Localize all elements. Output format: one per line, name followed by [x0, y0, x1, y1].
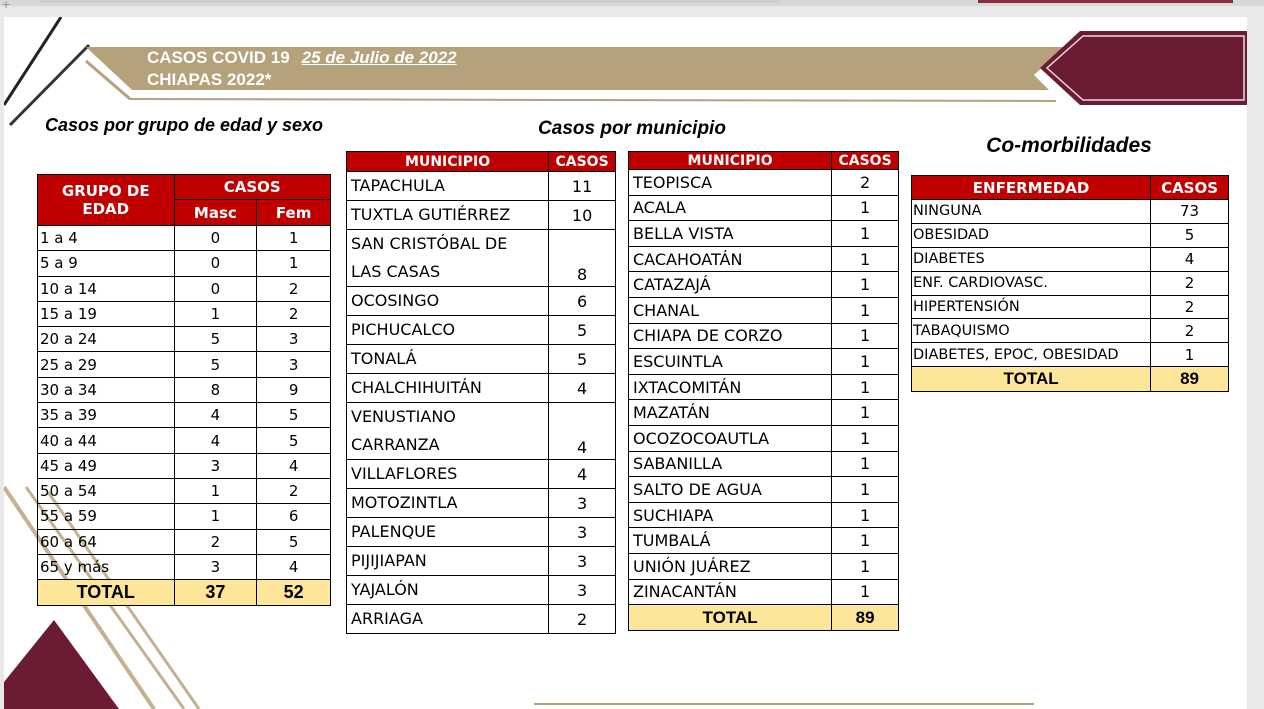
municipality-name-cell: [347, 518, 549, 547]
disease-cases-cell: 2: [1151, 271, 1229, 295]
age-group-cell: 55 a 59: [38, 504, 175, 529]
municipality-cases-cell: 1: [832, 221, 899, 247]
age-group-cell: 30 a 34: [38, 377, 175, 402]
municipality-cases-cell: 1: [832, 477, 899, 503]
masc-cases-cell: 1: [174, 504, 257, 529]
disease-name-cell: TABAQUISMO: [912, 319, 1151, 343]
municipality-name-line2: LAS CASAS: [351, 262, 441, 281]
municipality-cases-cell: 1: [832, 425, 899, 451]
municipality-row: [347, 230, 616, 287]
disease-name-cell: DIABETES, EPOC, OBESIDAD: [912, 343, 1151, 367]
age-table-row: [38, 504, 331, 529]
municipality-cases-cell: 1: [832, 272, 899, 298]
mun1-header-municipality: MUNICIPIO: [347, 152, 549, 172]
municipality-name: OCOSINGO: [351, 291, 440, 310]
municipality-cases-cell: 1: [832, 502, 899, 528]
disease-name-cell: NINGUNA: [912, 200, 1151, 224]
comorbidity-row: [912, 319, 1229, 343]
municipality-name: SAN CRISTÓBAL DE: [351, 234, 508, 253]
masc-cases-cell: 5: [174, 327, 257, 352]
masc-cases-cell: 0: [174, 251, 257, 276]
comorbidity-row: [912, 223, 1229, 247]
fem-cases-cell: 5: [257, 529, 331, 554]
age-table-row: [38, 352, 331, 377]
municipality-cases-cell: 6: [549, 287, 616, 316]
municipality-cases-cell: 8: [549, 230, 616, 287]
municipality-name-cell: TUMBALÁ: [629, 528, 832, 554]
municipality-row: [347, 172, 616, 201]
municipality-name-cell: IXTACOMITÁN: [629, 374, 832, 400]
masc-cases-cell: 8: [174, 377, 257, 402]
municipality-name: VENUSTIANO: [351, 407, 456, 426]
municipality-row: [629, 502, 899, 528]
comorbidity-table: [911, 175, 1229, 392]
comorbidity-row: [912, 271, 1229, 295]
age-group-cell: 25 a 29: [38, 352, 175, 377]
fem-cases-cell: 2: [257, 276, 331, 301]
municipality-name-cell: [347, 605, 549, 634]
municipality-cases-cell: 2: [549, 605, 616, 634]
municipality-name-cell: [347, 374, 549, 403]
municipality-cases-cell: 1: [832, 246, 899, 272]
fem-cases-cell: 2: [257, 301, 331, 326]
fem-cases-cell: 2: [257, 478, 331, 503]
municipality-name: PALENQUE: [351, 522, 436, 541]
municipality-cases-cell: 11: [549, 172, 616, 201]
mun2-header-municipality: MUNICIPIO: [629, 152, 832, 170]
disease-name-cell: HIPERTENSIÓN: [912, 295, 1151, 319]
municipality-section-title: Casos por municipio: [538, 118, 726, 139]
municipality-row: [347, 547, 616, 576]
municipality-name-line2: CARRANZA: [351, 435, 440, 454]
municipality-cases-cell: 3: [549, 518, 616, 547]
disease-cases-cell: 73: [1151, 200, 1229, 224]
municipality-cases-cell: 1: [832, 451, 899, 477]
municipality-cases-cell: 1: [832, 400, 899, 426]
municipality-row: [347, 287, 616, 316]
age-group-cell: 50 a 54: [38, 478, 175, 503]
municipality-name-cell: [347, 201, 549, 230]
municipality-cases-cell: 2: [832, 170, 899, 196]
age-total-masc: 37: [174, 580, 257, 606]
municipality-name: ARRIAGA: [351, 609, 423, 628]
municipality-name-cell: MAZATÁN: [629, 400, 832, 426]
municipality-name-cell: CHANAL: [629, 297, 832, 323]
municipality-name: VILLAFLORES: [351, 464, 458, 483]
municipality-name: CHALCHIHUITÁN: [351, 378, 482, 397]
cases-header: CASOS: [174, 175, 331, 200]
municipality-name-cell: [347, 230, 549, 287]
municipality-name-cell: TEOPISCA: [629, 170, 832, 196]
masc-cases-cell: 3: [174, 554, 257, 579]
header-title-line1: [147, 48, 457, 68]
municipality-name-cell: UNIÓN JUÁREZ: [629, 553, 832, 579]
top-strip-maroon-segment: [978, 0, 1233, 3]
municipality-cases-cell: 5: [549, 316, 616, 345]
age-group-cell: 15 a 19: [38, 301, 175, 326]
municipality-row: [629, 195, 899, 221]
municipality-row: [347, 201, 616, 230]
municipality-row: [629, 272, 899, 298]
municipality-cases-cell: 1: [832, 374, 899, 400]
age-table-row: [38, 327, 331, 352]
comorb-header-disease: ENFERMEDAD: [912, 176, 1151, 200]
fem-cases-cell: 3: [257, 327, 331, 352]
municipality-name-cell: [347, 547, 549, 576]
disease-name-cell: OBESIDAD: [912, 223, 1151, 247]
age-group-cell: 40 a 44: [38, 428, 175, 453]
municipality-row: [347, 460, 616, 489]
age-group-cell: 5 a 9: [38, 251, 175, 276]
municipality-cases-cell: 3: [549, 489, 616, 518]
municipality-name-cell: [347, 287, 549, 316]
municipality-row: [629, 246, 899, 272]
corner-line-top: [4, 17, 61, 105]
municipality-row: [629, 400, 899, 426]
fem-cases-cell: 6: [257, 504, 331, 529]
age-total-label: TOTAL: [38, 580, 175, 606]
age-table-row: [38, 453, 331, 478]
municipality-row: [629, 374, 899, 400]
municipality-name-cell: CACAHOATÁN: [629, 246, 832, 272]
municipality-name-cell: [347, 172, 549, 201]
masc-cases-cell: 4: [174, 428, 257, 453]
municipality-name: TAPACHULA: [351, 176, 445, 195]
municipality-cases-cell: 4: [549, 460, 616, 489]
municipality-row: [347, 374, 616, 403]
municipality-row: [629, 349, 899, 375]
municipality-name-cell: SALTO DE AGUA: [629, 477, 832, 503]
municipality-name-cell: BELLA VISTA: [629, 221, 832, 247]
fem-cases-cell: 4: [257, 554, 331, 579]
municipality-cases-cell: 4: [549, 374, 616, 403]
comorbidity-row: [912, 200, 1229, 224]
age-group-header: GRUPO DE EDAD: [38, 175, 175, 226]
comorbidity-row: [912, 295, 1229, 319]
municipality-row: [629, 170, 899, 196]
age-table-row: [38, 428, 331, 453]
disease-cases-cell: 4: [1151, 247, 1229, 271]
top-strip-segment: [40, 0, 780, 3]
municipality-cases-cell: 5: [549, 345, 616, 374]
masc-cases-cell: 4: [174, 403, 257, 428]
age-group-cell: 65 y más: [38, 554, 175, 579]
disease-name-cell: ENF. CARDIOVASC.: [912, 271, 1151, 295]
masc-cases-cell: 0: [174, 276, 257, 301]
municipality-row: [347, 489, 616, 518]
fem-cases-cell: 1: [257, 251, 331, 276]
age-table-row: [38, 251, 331, 276]
municipality-name: TONALÁ: [351, 349, 417, 368]
plus-icon[interactable]: +: [2, 0, 11, 12]
municipality-name-cell: [347, 460, 549, 489]
comorb-total-value: 89: [1151, 367, 1229, 392]
municipality-name-cell: ACALA: [629, 195, 832, 221]
municipality-name-cell: [347, 489, 549, 518]
municipality-row: [629, 553, 899, 579]
municipality-name-cell: CHIAPA DE CORZO: [629, 323, 832, 349]
municipality-cases-cell: 1: [832, 579, 899, 605]
corner-line-top-2: [10, 45, 89, 125]
header-date: 25 de Julio de 2022: [301, 48, 457, 67]
municipality-name-cell: [347, 316, 549, 345]
municipality-cases-cell: 10: [549, 201, 616, 230]
age-section-title: Casos por grupo de edad y sexo: [44, 115, 324, 135]
disease-cases-cell: 2: [1151, 319, 1229, 343]
comorb-total-label: TOTAL: [912, 367, 1151, 392]
age-table-row: [38, 301, 331, 326]
age-group-cell: 60 a 64: [38, 529, 175, 554]
fem-cases-cell: 3: [257, 352, 331, 377]
masc-cases-cell: 2: [174, 529, 257, 554]
municipality-row: [629, 297, 899, 323]
municipality-cases-cell: 3: [549, 576, 616, 605]
mun1-table-body: [347, 172, 616, 634]
header-title-line2: CHIAPAS 2022*: [147, 70, 272, 89]
municipality-name-cell: SUCHIAPA: [629, 502, 832, 528]
municipality-name: YAJALÓN: [351, 580, 419, 599]
municipality-name: PIJIJIAPAN: [351, 551, 427, 570]
mun1-header-cases: CASOS: [549, 152, 616, 172]
age-group-cell: 1 a 4: [38, 226, 175, 251]
municipality-name-cell: OCOZOCOAUTLA: [629, 425, 832, 451]
header-maroon-badge: [1040, 31, 1247, 105]
fem-cases-cell: 4: [257, 453, 331, 478]
municipality-row: [347, 605, 616, 634]
municipality-row: [629, 221, 899, 247]
municipality-row: [629, 425, 899, 451]
comorb-header-cases: CASOS: [1151, 176, 1229, 200]
age-table-row: [38, 276, 331, 301]
municipality-row: [629, 451, 899, 477]
disease-cases-cell: 5: [1151, 223, 1229, 247]
municipality-cases-cell: 1: [832, 297, 899, 323]
comorbidity-row: [912, 343, 1229, 367]
municipality-row: [629, 528, 899, 554]
municipality-row: [629, 579, 899, 605]
fem-cases-cell: 1: [257, 226, 331, 251]
municipality-name-cell: CATAZAJÁ: [629, 272, 832, 298]
comorbidity-section-title: Co-morbilidades: [986, 134, 1152, 157]
municipality-cases-cell: 3: [549, 547, 616, 576]
age-group-cell: 35 a 39: [38, 403, 175, 428]
mun2-header-cases: CASOS: [832, 152, 899, 170]
fem-header: Fem: [257, 200, 331, 226]
municipality-row: [347, 518, 616, 547]
disease-name-cell: DIABETES: [912, 247, 1151, 271]
age-group-cell: 10 a 14: [38, 276, 175, 301]
age-sex-table: [37, 174, 331, 606]
municipality-cases-cell: 4: [549, 403, 616, 460]
age-group-cell: 20 a 24: [38, 327, 175, 352]
municipality-row: [629, 477, 899, 503]
municipality-name: PICHUCALCO: [351, 320, 456, 339]
fem-cases-cell: 9: [257, 377, 331, 402]
mun-total-label: TOTAL: [629, 605, 832, 631]
masc-cases-cell: 1: [174, 301, 257, 326]
municipality-row: [347, 576, 616, 605]
municipality-name: TUXTLA GUTIÉRREZ: [351, 205, 511, 224]
header-gold-underline: [130, 99, 1056, 101]
municipality-row: [629, 323, 899, 349]
masc-cases-cell: 3: [174, 453, 257, 478]
municipality-cases-cell: 1: [832, 349, 899, 375]
browser-top-strip: [0, 0, 1264, 6]
fem-cases-cell: 5: [257, 403, 331, 428]
masc-cases-cell: 0: [174, 226, 257, 251]
document-page: [4, 17, 1247, 709]
municipality-cases-cell: 1: [832, 553, 899, 579]
municipality-name-cell: ESCUINTLA: [629, 349, 832, 375]
municipality-table-2: [628, 151, 899, 631]
municipality-name-cell: [347, 576, 549, 605]
disease-cases-cell: 2: [1151, 295, 1229, 319]
masc-cases-cell: 1: [174, 478, 257, 503]
mun2-table-body: [629, 170, 899, 605]
age-table-row: [38, 377, 331, 402]
masc-header: Masc: [174, 200, 257, 226]
municipality-row: [347, 345, 616, 374]
municipality-name: MOTOZINTLA: [351, 493, 458, 512]
municipality-cases-cell: 1: [832, 195, 899, 221]
age-group-cell: 45 a 49: [38, 453, 175, 478]
municipality-table-1: [346, 151, 616, 634]
mun-total-value: 89: [832, 605, 899, 631]
comorb-table-body: [912, 200, 1229, 367]
fem-cases-cell: 5: [257, 428, 331, 453]
municipality-row: [347, 403, 616, 460]
disease-cases-cell: 1: [1151, 343, 1229, 367]
municipality-cases-cell: 1: [832, 323, 899, 349]
age-table-body: [38, 226, 331, 580]
municipality-name-cell: SABANILLA: [629, 451, 832, 477]
municipality-name-cell: ZINACANTÁN: [629, 579, 832, 605]
age-total-fem: 52: [257, 580, 331, 606]
age-table-row: [38, 226, 331, 251]
municipality-row: [347, 316, 616, 345]
age-table-row: [38, 403, 331, 428]
masc-cases-cell: 5: [174, 352, 257, 377]
age-table-row: [38, 529, 331, 554]
header-title: CASOS COVID 19: [147, 48, 290, 67]
municipality-cases-cell: 1: [832, 528, 899, 554]
age-table-row: [38, 478, 331, 503]
age-table-row: [38, 554, 331, 579]
municipality-name-cell: [347, 403, 549, 460]
municipality-name-cell: [347, 345, 549, 374]
comorbidity-row: [912, 247, 1229, 271]
